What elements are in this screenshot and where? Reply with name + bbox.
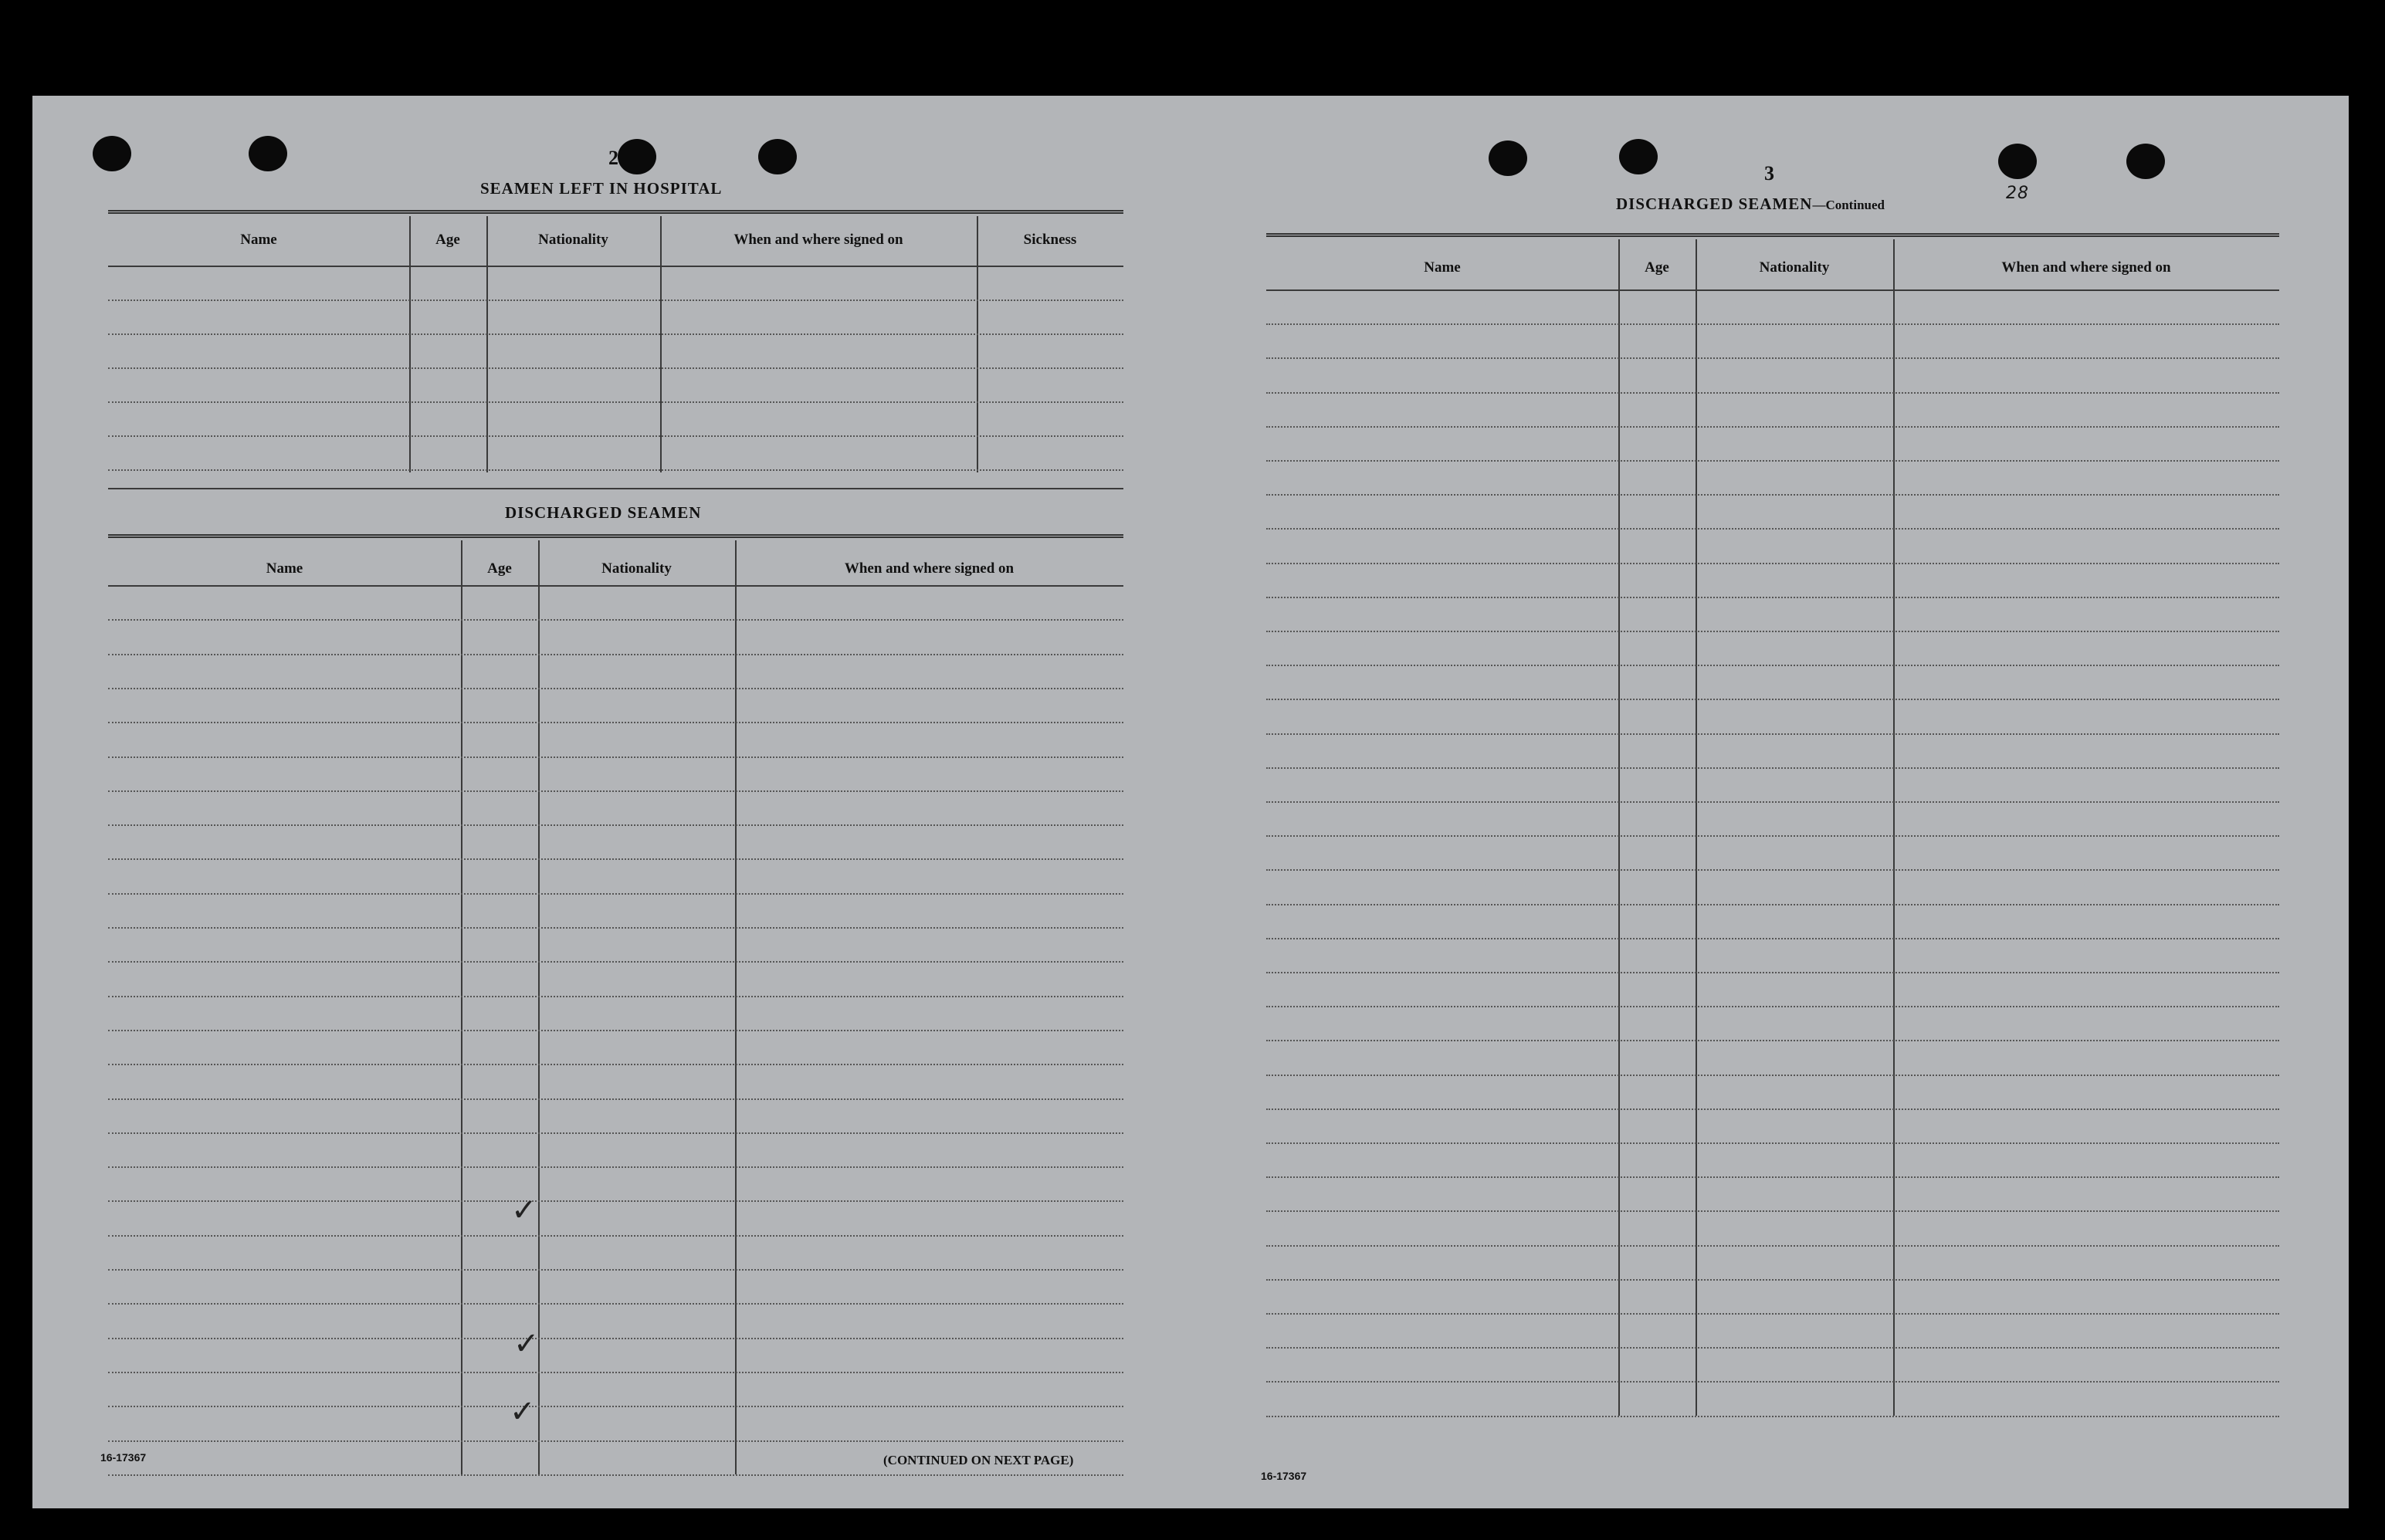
ruled-line: [1266, 972, 2279, 973]
ruled-line: [108, 1235, 1123, 1237]
ruled-line: [108, 1406, 1123, 1407]
ruled-line: [108, 1132, 1123, 1134]
ruled-line: [108, 1030, 1123, 1031]
column-divider: [1893, 239, 1895, 1416]
check-mark: ✓: [510, 1394, 536, 1430]
punch-hole: [618, 139, 656, 174]
ruled-line: [108, 1098, 1123, 1100]
column-header: Nationality: [601, 560, 672, 577]
check-mark: ✓: [511, 1193, 537, 1228]
ruled-line: [1266, 733, 2279, 735]
ruled-line: [108, 996, 1123, 997]
punch-hole: [249, 136, 287, 171]
ruled-line: [108, 654, 1123, 655]
column-header: Age: [487, 560, 512, 577]
ruled-line: [108, 722, 1123, 723]
ruled-line: [108, 619, 1123, 621]
punch-hole: [93, 136, 131, 171]
ruled-line: [108, 435, 1123, 437]
column-header: Nationality: [538, 232, 608, 248]
column-header: Sickness: [1023, 232, 1077, 248]
continued-note: (CONTINUED ON NEXT PAGE): [883, 1453, 1074, 1467]
ruled-line: [108, 927, 1123, 929]
form-number: 16-17367: [1261, 1470, 1307, 1482]
ruled-line: [1266, 1279, 2279, 1281]
column-header: Name: [1424, 259, 1461, 276]
margin-note: 28: [2006, 184, 2029, 203]
check-mark: ✓: [513, 1326, 540, 1362]
ruled-line: [108, 469, 1123, 471]
ruled-line: [108, 756, 1123, 758]
ruled-line: [108, 300, 1123, 301]
page-number: 2: [608, 147, 618, 169]
ruled-line: [108, 1440, 1123, 1442]
discharged-section-title: DISCHARGED SEAMEN: [505, 503, 702, 522]
header-rule: [1266, 289, 2279, 291]
ruled-line: [1266, 1040, 2279, 1041]
column-divider: [1618, 239, 1620, 1416]
ruled-line: [108, 790, 1123, 792]
punch-hole: [758, 139, 797, 174]
title-rule: [1266, 233, 2279, 237]
ruled-line: [1266, 1176, 2279, 1178]
ruled-line: [108, 1064, 1123, 1065]
ruled-line: [1266, 426, 2279, 428]
column-header: Name: [266, 560, 303, 577]
ruled-line: [1266, 357, 2279, 359]
ruled-line: [108, 1338, 1123, 1339]
column-header: Name: [240, 232, 277, 248]
column-divider: [660, 216, 662, 472]
ruled-line: [108, 1269, 1123, 1271]
table-bottom-rule: [108, 488, 1123, 489]
punch-hole: [2126, 144, 2165, 179]
ruled-line: [1266, 494, 2279, 496]
header-rule: [108, 266, 1123, 267]
column-header: When and where signed on: [733, 232, 903, 248]
ruled-line: [1266, 1075, 2279, 1076]
ruled-line: [1266, 1313, 2279, 1315]
section-title-main: DISCHARGED SEAMEN: [1616, 195, 1813, 213]
ruled-line: [1266, 1006, 2279, 1007]
section-title: [1616, 195, 1885, 214]
punch-hole: [1998, 144, 2037, 179]
ruled-line: [108, 1303, 1123, 1305]
punch-hole: [1619, 139, 1658, 174]
ruled-line: [108, 893, 1123, 895]
title-rule: [108, 534, 1123, 538]
page-number: 3: [1764, 162, 1774, 184]
ruled-line: [1266, 323, 2279, 325]
ruled-line: [108, 367, 1123, 369]
column-header: Nationality: [1759, 259, 1830, 276]
ruled-line: [108, 1372, 1123, 1373]
header-rule: [108, 585, 1123, 587]
ruled-line: [1266, 392, 2279, 394]
column-divider: [1696, 239, 1697, 1416]
ruled-line: [1266, 801, 2279, 803]
ruled-line: [1266, 528, 2279, 530]
column-divider: [486, 216, 488, 472]
ruled-line: [1266, 631, 2279, 632]
ruled-line: [1266, 904, 2279, 905]
ruled-line: [108, 824, 1123, 826]
ruled-line: [108, 1166, 1123, 1168]
ruled-line: [108, 961, 1123, 963]
ruled-line: [108, 333, 1123, 335]
ruled-line: [1266, 1245, 2279, 1247]
ruled-line: [1266, 460, 2279, 462]
ruled-line: [1266, 1381, 2279, 1383]
column-divider: [409, 216, 411, 472]
ruled-line: [1266, 665, 2279, 666]
ruled-line: [108, 688, 1123, 689]
ruled-line: [1266, 1347, 2279, 1349]
ruled-line: [1266, 1142, 2279, 1144]
ruled-line: [1266, 1108, 2279, 1110]
ruled-line: [1266, 767, 2279, 769]
ruled-line: [1266, 1416, 2279, 1417]
title-rule: [108, 210, 1123, 214]
ruled-line: [1266, 1210, 2279, 1212]
column-header: When and where signed on: [2001, 259, 2171, 276]
column-header: When and where signed on: [844, 560, 1015, 577]
ruled-line: [1266, 835, 2279, 837]
ruled-line: [108, 858, 1123, 860]
form-number: 16-17367: [100, 1451, 147, 1464]
ruled-line: [108, 1200, 1123, 1202]
column-header: Age: [435, 232, 460, 248]
ruled-line: [1266, 563, 2279, 564]
column-divider: [461, 540, 462, 1474]
column-divider: [735, 540, 737, 1474]
hospital-section-title: SEAMEN LEFT IN HOSPITAL: [480, 179, 723, 198]
ruled-line: [1266, 597, 2279, 598]
column-header: Age: [1645, 259, 1669, 276]
ruled-line: [1266, 869, 2279, 871]
ruled-line: [1266, 938, 2279, 939]
punch-hole: [1489, 140, 1527, 176]
ruled-line: [1266, 699, 2279, 700]
ruled-line: [108, 1474, 1123, 1476]
ruled-line: [108, 401, 1123, 403]
section-title-suffix: —Continued: [1812, 198, 1885, 212]
column-divider: [977, 216, 978, 472]
